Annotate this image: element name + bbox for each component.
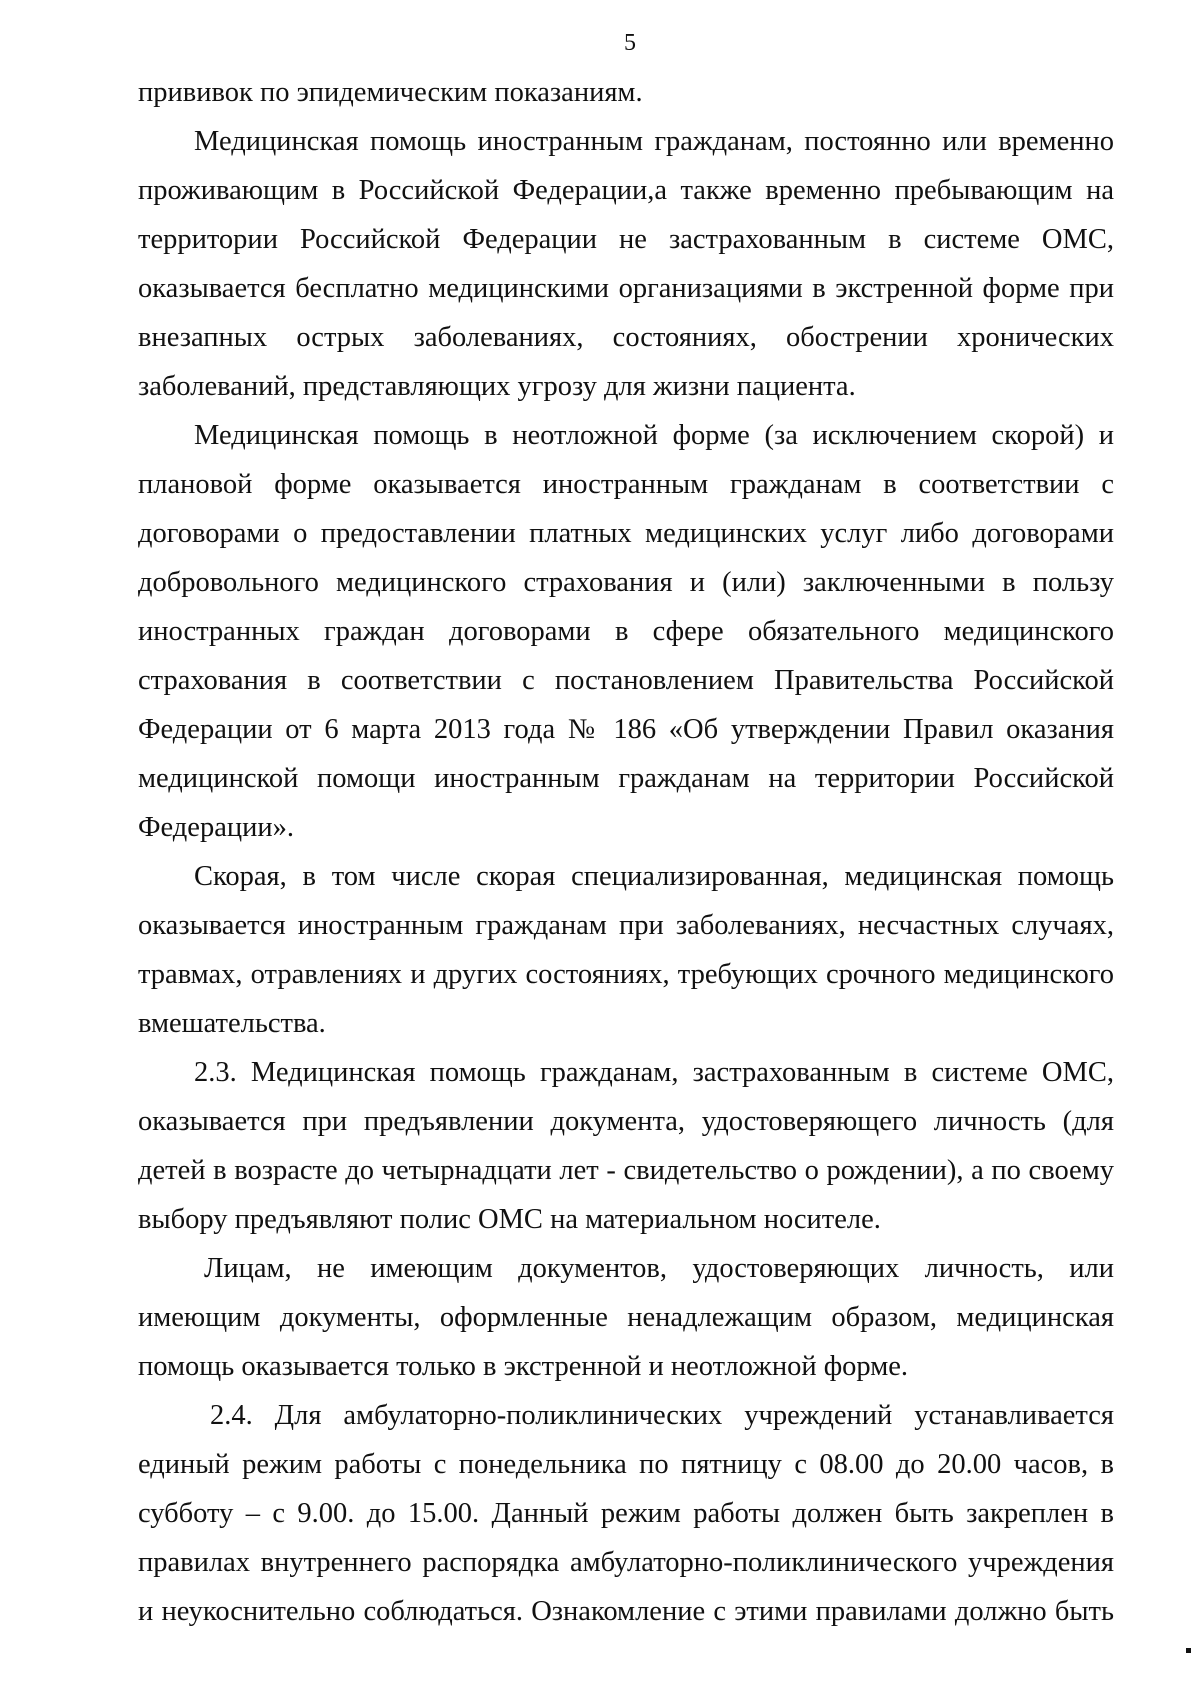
paragraph-section-2-3: 2.3. Медицинская помощь гражданам, застрахованным в системе ОМС, оказывается при предъявлении документа, удостоверяющего личность (для детей в возрасте до четырнадцати лет - свидетельство о рождении), а по своему выбору предъявляют полис ОМС на материальном носителе. (138, 1057, 1114, 1235)
page-number: 5 (624, 30, 636, 56)
paragraph-continuation: прививок по эпидемическим показаниям. (138, 77, 643, 108)
paragraph-foreign-citizens-emergency: Медицинская помощь иностранным гражданам, постоянно или временно проживающим в Российской Федерации,а также временно пребывающим на территории Российской Федерации не застрахованным в системе ОМС, оказывается бесплатно медицинскими организациями в экстренной форме при внезапных острых заболеваниях, состояниях, обострении хронических заболеваний, представляющих угрозу для жизни пациента. (138, 126, 1114, 402)
document-body (138, 68, 1114, 1636)
paragraph-section-2-4: 2.4. Для амбулаторно-поликлинических учреждений устанавливается единый режим работы с понедельника по пятницу с 08.00 до 20.00 часов, в субботу – с 9.00. до 15.00. Данный режим работы должен быть закреплен в правилах внутреннего распорядка амбулаторно-поликлинического учреждения и неукоснительно соблюдаться. Ознакомление с этими правилами должно быть (138, 1400, 1114, 1627)
paragraph-foreign-citizens-planned: Медицинская помощь в неотложной форме (за исключением скорой) и плановой форме оказывается иностранным гражданам в соответствии с договорами о предоставлении платных медицинских услуг либо договорами добровольного медицинского страхования и (или) заключенными в пользу иностранных граждан договорами в сфере обязательного медицинского страхования в соответствии с постановлением Правительства Российской Федерации от 6 марта 2013 года № 186 «Об утверждении Правил оказания медицинской помощи иностранным гражданам на территории Российской Федерации». (138, 420, 1114, 843)
scan-mark (1186, 1648, 1191, 1653)
paragraph-no-documents: Лицам, не имеющим документов, удостоверяющих личность, или имеющим документы, оформленные ненадлежащим образом, медицинская помощь оказывается только в экстренной и неотложной форме. (138, 1253, 1114, 1382)
paragraph-ambulance-care: Скорая, в том числе скорая специализированная, медицинская помощь оказывается иностранным гражданам при заболеваниях, несчастных случаях, травмах, отравлениях и других состояниях, требующих срочного медицинского вмешательства. (138, 861, 1114, 1039)
